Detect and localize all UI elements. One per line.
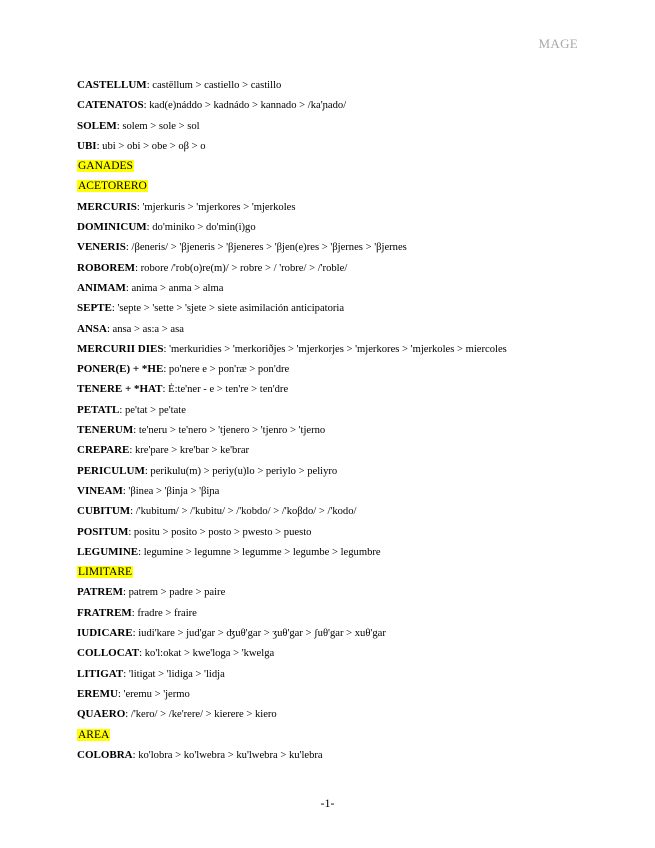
etymology-entry — [77, 664, 617, 684]
evolution-text: : kre'pare > kre'bar > ke'brar — [129, 445, 250, 457]
evolution-text: : pe'tat > pe'tate — [119, 404, 186, 416]
headword: MERCURIS — [77, 200, 137, 213]
headword: IUDICARE — [77, 627, 133, 640]
headword: VENERIS — [77, 241, 126, 254]
headword: PONER(E) + *HE — [77, 363, 164, 376]
highlighted-label: AREA — [78, 728, 110, 741]
etymology-entry — [77, 237, 617, 257]
etymology-entry — [77, 95, 617, 115]
evolution-text: : solem > sole > sol — [116, 120, 200, 132]
headword: CATENATOS — [77, 99, 144, 112]
highlighted-term — [77, 562, 617, 582]
highlighted-label: LIMITARE — [78, 566, 133, 579]
headword: PATREM — [77, 586, 124, 599]
highlighted-term — [77, 156, 617, 176]
etymology-entry — [77, 623, 617, 643]
headword: SEPTE — [77, 302, 112, 315]
etymology-entry — [77, 217, 617, 237]
etymology-entry — [77, 75, 617, 95]
evolution-text: : 'βinea > 'βinja > 'βiɲa — [122, 485, 220, 497]
headword: CUBITUM — [77, 505, 131, 518]
etymology-entry — [77, 298, 617, 318]
evolution-text: : fradre > fraire — [131, 607, 197, 619]
etymology-entry — [77, 582, 617, 602]
evolution-text: : iudi'kare > jud'gar > ʤuθ'gar > ʒuθ'gar > ʃuθ'gar > xuθ'gar — [132, 628, 386, 640]
highlighted-term — [77, 725, 617, 745]
evolution-text: : 'merkuridies > 'merkoriðjes > 'mjerkorjes > 'mjerkores > 'mjerkoles > miercoles — [163, 343, 507, 355]
headword: CASTELLUM — [77, 79, 147, 91]
etymology-entry — [77, 745, 617, 765]
evolution-text: : po'nere e > pon'ræ > pon'dre — [163, 364, 290, 376]
headword: FRATREM — [77, 606, 132, 619]
evolution-text: : robore /'rob(o)re(m)/ > robre > / 'robre/ > /'roble/ — [135, 262, 348, 274]
evolution-text: : perikulu(m) > periy(u)lo > periylo > peliyro — [144, 465, 338, 477]
headword: ANSA — [77, 322, 107, 335]
headword: DOMINICUM — [77, 221, 147, 234]
etymology-entry — [77, 379, 617, 399]
etymology-entry — [77, 339, 617, 359]
highlighted-label: GANADES — [78, 160, 133, 173]
evolution-text: : kad(e)náddo > kadnádo > kannado > /ka'ɲado/ — [143, 100, 347, 112]
etymology-entry — [77, 319, 617, 339]
headword: LITIGAT — [77, 667, 124, 680]
etymology-entry — [77, 704, 617, 724]
evolution-text: : ko'l:okat > kwe'loga > 'kwelga — [139, 648, 275, 660]
evolution-text: : anima > anma > alma — [125, 282, 224, 294]
etymology-entry — [77, 461, 617, 481]
headword: COLLOCAT — [77, 647, 140, 660]
headword: TENERUM — [77, 424, 134, 437]
page-number: -1- — [320, 796, 335, 810]
evolution-text: : Ė:te'ner - e > ten're > ten'dre — [162, 384, 289, 396]
evolution-text: : 'eremu > 'jermo — [117, 688, 190, 700]
evolution-text: : ubi > obi > obe > oβ > o — [96, 140, 206, 152]
etymology-entry — [77, 501, 617, 521]
etymology-entry — [77, 400, 617, 420]
evolution-text: : ko'lobra > ko'lwebra > ku'lwebra > ku'lebra — [132, 749, 323, 761]
evolution-text: : ansa > as:a > asa — [106, 323, 184, 335]
headword: UBI — [77, 139, 97, 152]
etymology-entry — [77, 542, 617, 562]
headword: VINEAM — [77, 484, 123, 497]
evolution-text: : /'kero/ > /ke'rere/ > kierere > kiero — [125, 709, 277, 721]
headword: PETATL — [77, 403, 120, 416]
evolution-text: : te'neru > te'nero > 'tjenero > 'tjenro > 'tjerno — [133, 425, 326, 437]
headword: TENERE + *HAT — [77, 383, 163, 396]
etymology-entry — [77, 359, 617, 379]
headword: EREMU — [77, 687, 118, 700]
evolution-text: : /βeneris/ > 'βjeneris > 'βjeneres > 'βjen(e)res > 'βjernes > 'βjernes — [125, 242, 407, 254]
etymology-entry — [77, 481, 617, 501]
etymology-entry — [77, 278, 617, 298]
etymology-entry — [77, 603, 617, 623]
headword: PERICULUM — [77, 464, 145, 477]
etymology-entry — [77, 643, 617, 663]
evolution-text: : positu > posito > posto > pwesto > puesto — [128, 526, 312, 538]
etymology-entry — [77, 197, 617, 217]
etymology-entry — [77, 420, 617, 440]
headword: LEGUMINE — [77, 545, 139, 558]
headword: ROBOREM — [77, 261, 136, 274]
etymology-entry — [77, 258, 617, 278]
headword: COLOBRA — [77, 748, 133, 761]
headword: POSITUM — [77, 525, 129, 538]
page-header: MAGE — [538, 36, 578, 51]
etymology-entry — [77, 136, 617, 156]
highlighted-label: ACETORERO — [78, 180, 147, 193]
etymology-entry — [77, 522, 617, 542]
evolution-text: : 'mjerkuris > 'mjerkores > 'mjerkoles — [136, 201, 296, 213]
headword: MERCURII DIES — [77, 342, 164, 355]
evolution-text: : 'litigat > 'lidiga > 'lidja — [123, 668, 225, 680]
evolution-text: : do'miniko > do'min(i)go — [146, 222, 256, 234]
headword: SOLEM — [77, 119, 117, 132]
evolution-text: : 'septe > 'sette > 'sjete > siete asimilación anticipatoria — [111, 303, 345, 315]
evolution-text: : castēllum > castiello > castillo — [146, 80, 282, 91]
evolution-text: : legumine > legumne > legumme > legumbe > legumbre — [138, 546, 381, 558]
etymology-entry — [77, 440, 617, 460]
evolution-text: : patrem > padre > paire — [123, 587, 226, 599]
highlighted-term — [77, 176, 617, 196]
headword: QUAERO — [77, 708, 126, 721]
evolution-text: : /'kubitum/ > /'kubitu/ > /'kobdo/ > /'koβdo/ > /'kodo/ — [130, 506, 357, 518]
headword: ANIMAM — [77, 281, 126, 294]
headword: CREPARE — [77, 444, 130, 457]
entry-list — [77, 75, 617, 765]
etymology-entry — [77, 116, 617, 136]
etymology-entry — [77, 684, 617, 704]
